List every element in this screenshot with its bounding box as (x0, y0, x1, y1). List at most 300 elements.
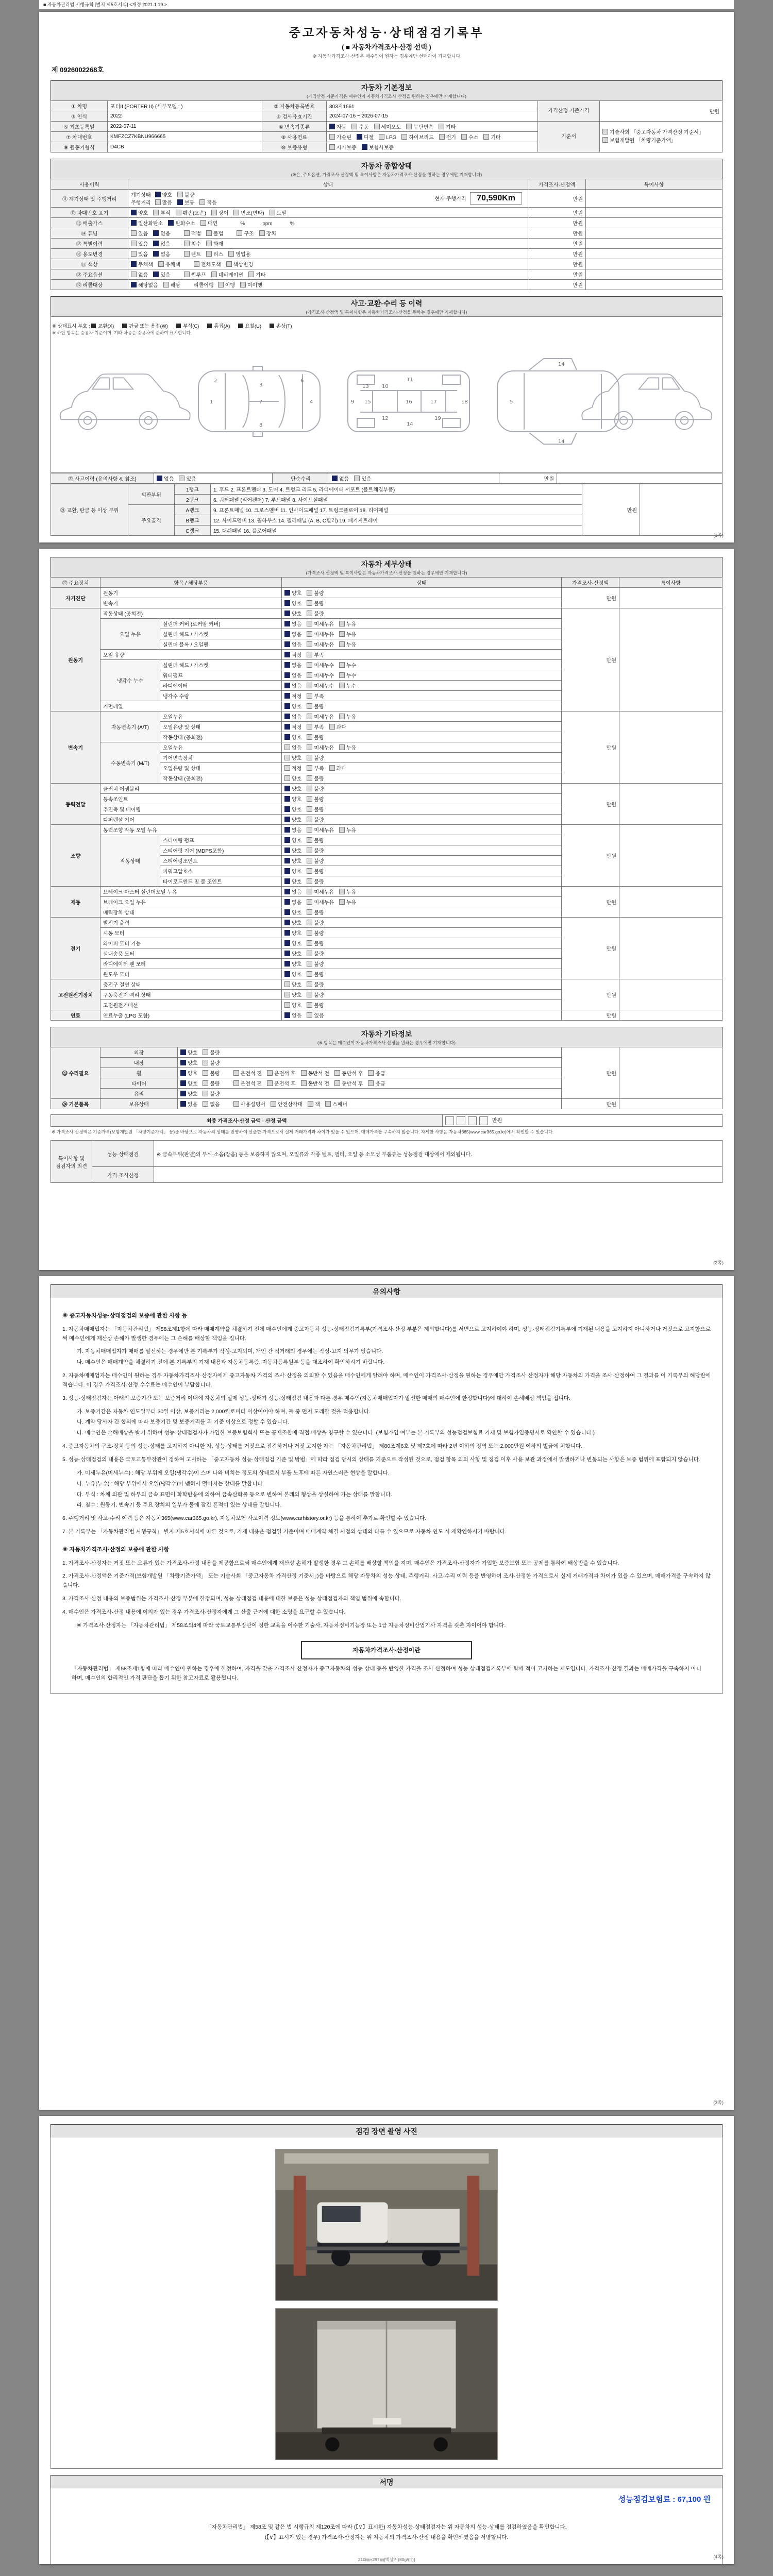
checkbox-unchecked-icon (284, 755, 290, 760)
option-checked: 없음 (284, 890, 301, 895)
option-checked: 없음 (284, 673, 301, 679)
device-item-label: 파워고압호스 (160, 866, 282, 876)
option-unchecked: 부족 (307, 725, 324, 731)
option-checked: 있음 (180, 1102, 197, 1108)
unit-text: ppm (262, 221, 273, 227)
svg-text:13: 13 (362, 384, 369, 389)
option-checked: 없음 (153, 231, 170, 237)
notice-body (51, 1298, 722, 1694)
section-overall-note: (※은, 주요옵션, 가격조사·산정액 및 특이사항은 자동차가격조사·산정을 원하는 경우에만 기재합니다) (291, 172, 482, 177)
option-checked: 양호 (284, 591, 301, 597)
option-unchecked: 불량 (307, 910, 324, 916)
option-unchecked: 매연 (200, 221, 217, 227)
section-detail-header (51, 557, 722, 577)
price-cell: 만원 (528, 208, 586, 218)
checkbox-unchecked-icon (284, 744, 290, 750)
option-checked: 적정 (284, 725, 301, 731)
option-unchecked: 응급 (368, 1081, 385, 1087)
option-unchecked: 적법 (184, 231, 201, 237)
notice-subitem: 나. 계약 당사자 간 합의에 따라 보증기간 및 보증거리를 위 기준 이상으로 정할 수 있습니다. (77, 1419, 289, 1426)
option-unchecked: 미세누유 (307, 632, 334, 638)
final-price-row (51, 1115, 722, 1127)
checkbox-unchecked-icon (325, 1101, 331, 1107)
rank-label: C랭크 (175, 526, 211, 536)
checkbox-unchecked-icon (307, 961, 312, 967)
detail-row (51, 784, 722, 794)
option-checked: 없음 (284, 715, 301, 720)
checkbox-checked-icon (284, 817, 290, 822)
option-unchecked: 변조(변타) (233, 211, 264, 216)
notice-paragraph: 2. 가격조사·산정액은 기준가격(보험개발원 「차량기준가액」 또는 기술사회 「중고자동차 가격산정 기준서」)을 바탕으로 해당 자동차의 성능·상태, 주행거리, 사고·수리 이력 등을 반영하여 조사·산정한 가격으로서 실제 거래가격과 차이가 있을 수 있으며, 매매가격을 구속하지 않습니다. (62, 1573, 711, 1589)
checkbox-unchecked-icon (206, 241, 212, 246)
overall-item-label: ⑭ 튜닝 (51, 228, 128, 239)
overall-header-row (51, 179, 722, 190)
checkbox-checked-icon (284, 714, 290, 719)
etc-row (51, 1047, 722, 1058)
option-unchecked: 동반석 전 (301, 1081, 329, 1087)
svg-text:7: 7 (259, 399, 263, 405)
notice-subitem: 가. 보증기간은 자동차 인도일부터 30일 이상, 보증거리는 2,000킬로미터 이상이어야 하며, 둘 중 먼저 도래한 것을 적용합니다. (77, 1408, 371, 1415)
option-unchecked: 불량 (307, 921, 324, 926)
price-cell: 만원 (528, 259, 586, 269)
checkbox-unchecked-icon (248, 272, 254, 277)
option-unchecked: 응급 (368, 1071, 385, 1077)
device-item-label: 작동상태 (공회전) (160, 732, 282, 742)
opinion-table (51, 1140, 722, 1183)
status-line (131, 281, 267, 289)
device-subgroup-label: 작동상태 (100, 835, 160, 887)
option-unchecked: 불량 (307, 612, 324, 617)
checkbox-unchecked-icon (211, 210, 217, 215)
accident-history-row (51, 473, 722, 484)
option-unchecked: 불량 (307, 776, 324, 782)
price-cell: 만원 (562, 1010, 619, 1021)
price-basis-label: 가격산정 기준가격 (538, 101, 600, 122)
section-overall-header (51, 159, 722, 179)
device-item-label: 라디에이터 (160, 681, 282, 691)
option-unchecked: 도말 (270, 211, 287, 216)
vin-value: KMFZCZ7KBNU966665 (108, 132, 262, 142)
device-item-label: 발전기 출력 (100, 918, 282, 928)
status-lines (131, 219, 295, 227)
option-unchecked: 적정 (284, 766, 301, 772)
device-item-label: 오일유량 및 상태 (160, 722, 282, 732)
option-checked: 보험사보증 (362, 145, 394, 151)
detail-row (51, 979, 722, 990)
checkbox-unchecked-icon (203, 1101, 208, 1107)
device-item-status (282, 773, 562, 784)
option-unchecked: 양호 (284, 1003, 301, 1009)
checkbox-unchecked-icon (334, 1080, 340, 1086)
checkbox-unchecked-icon (374, 124, 380, 129)
option-checked: 양호 (180, 1092, 197, 1097)
option-unchecked: 불량 (203, 1081, 220, 1087)
svg-text:10: 10 (382, 384, 389, 389)
overall-row (51, 218, 722, 228)
option-unchecked: 불량 (307, 931, 324, 937)
checkbox-unchecked-icon (131, 272, 137, 277)
device-item-label: 라디에이터 팬 모터 (100, 959, 282, 969)
checkbox-unchecked-icon (329, 134, 335, 140)
option-checked: 양호 (284, 787, 301, 792)
option-unchecked: 색상변경 (226, 262, 254, 268)
etc-item-label: 외장 (100, 1047, 178, 1058)
section-notice-header (51, 1284, 722, 1298)
etc-item-status (178, 1089, 562, 1099)
state-code-item: 손상(T) (270, 324, 292, 329)
checkbox-unchecked-icon (307, 765, 312, 771)
checkbox-unchecked-icon (158, 261, 164, 267)
option-unchecked: 전체도색 (194, 262, 221, 268)
device-item-status (282, 650, 562, 660)
note-cell (619, 1099, 722, 1109)
option-checked: 양호 (284, 921, 301, 926)
note-cell (619, 918, 722, 979)
engine-type-label: ⑨ 원동기형식 (51, 142, 108, 152)
checkbox-checked-icon (180, 1091, 186, 1096)
checkbox-unchecked-icon (131, 230, 137, 236)
checkbox-unchecked-icon (240, 282, 246, 287)
checkbox-unchecked-icon (339, 631, 345, 637)
option-unchecked: 과다 (329, 766, 346, 772)
checkbox-checked-icon (284, 703, 290, 709)
device-item-label: 연료누출 (LPG 포함) (100, 1010, 282, 1021)
option-unchecked: 누유 (339, 715, 356, 720)
status-line (131, 219, 295, 227)
checkbox-unchecked-icon (307, 899, 312, 905)
checkbox-unchecked-icon (329, 144, 335, 150)
basis-doc-options (600, 122, 722, 152)
device-item-status (282, 897, 562, 907)
checkbox-unchecked-icon (339, 621, 345, 626)
plate-number-label: ② 자동차등록번호 (262, 101, 327, 111)
price-cell: 만원 (562, 784, 619, 825)
option-checked: 없음 (157, 477, 174, 482)
notice-paragraph: 1. 가격조사·산정자는 거짓 또는 오류가 있는 가격조사·산정 내용을 제공함으로써 매수인에게 재산상 손해가 발생한 경우 그 손해를 배상할 책임을 지며, 매수인은 가격조사·산정자가 가입한 보증보험 또는 공제를 통하여 배상받을 수 있습니다. (62, 1560, 619, 1566)
svg-text:5: 5 (510, 399, 513, 405)
note-cell (619, 711, 722, 784)
state-code-legend-note: ※ 하단 항목은 승용차 기준이며, 기타 차종은 승용차에 준하여 표시합니다. (52, 330, 192, 335)
panel-group-label: 외판부위 (128, 484, 175, 505)
device-item-label: 커먼레일 (100, 701, 282, 711)
option-checked: 양호 (284, 879, 301, 885)
checkbox-checked-icon (180, 1101, 186, 1107)
detail-header-row (51, 578, 722, 588)
option-unchecked: 부족 (307, 766, 324, 772)
option-unchecked: 없음 (203, 1102, 220, 1108)
option-checked: 탄화수소 (168, 221, 195, 227)
option-unchecked: 구조 (237, 231, 254, 237)
checkbox-checked-icon (284, 641, 290, 647)
checkbox-unchecked-icon (339, 672, 345, 678)
opinion-row-pricing (51, 1167, 722, 1183)
device-item-status (282, 990, 562, 1000)
checkbox-unchecked-icon (233, 1101, 239, 1107)
device-item-label: 배력장치 상태 (100, 907, 282, 918)
status-content (131, 229, 525, 237)
option-unchecked: 불량 (307, 952, 324, 957)
checkbox-unchecked-icon (203, 1060, 208, 1065)
device-item-label: 타이로드엔드 및 볼 조인트 (160, 876, 282, 887)
device-subgroup-label: 냉각수 누수 (100, 660, 160, 701)
option-unchecked: 불법 (206, 231, 223, 237)
final-price-digit-boxes (445, 1118, 491, 1124)
inspection-photo-rear (275, 2308, 498, 2460)
note-cell (586, 208, 722, 218)
rank-label: 1랭크 (175, 484, 211, 495)
final-price-value-cell (443, 1115, 722, 1127)
checkbox-checked-icon (284, 672, 290, 678)
checkbox-unchecked-icon (307, 683, 312, 688)
page-3 (39, 1276, 734, 2110)
device-item-label: 오일누유 (160, 742, 282, 753)
checkbox-unchecked-icon (602, 137, 608, 143)
overall-item-status (128, 269, 528, 280)
device-subgroup-label: 수동변속기 (M/T) (100, 742, 160, 784)
status-lines (131, 191, 222, 206)
svg-text:1: 1 (210, 399, 213, 405)
status-line (131, 191, 222, 198)
detail-row (51, 711, 722, 722)
option-checked: 없음 (284, 684, 301, 689)
checkbox-checked-icon (284, 611, 290, 616)
checkbox-unchecked-icon (307, 611, 312, 616)
option-unchecked: 불량 (203, 1071, 220, 1077)
option-checked: 없음 (284, 642, 301, 648)
option-unchecked: 부족 (307, 694, 324, 700)
exchange-repair-table (51, 484, 722, 536)
etc-item-label: 내장 (100, 1058, 178, 1068)
page-4 (39, 2116, 734, 2564)
device-subgroup-label: 자동변속기 (A/T) (100, 711, 160, 742)
svg-text:11: 11 (407, 377, 413, 383)
checkbox-checked-icon (157, 476, 162, 481)
device-item-status (282, 639, 562, 650)
status-line (131, 270, 271, 278)
option-unchecked: 적음 (199, 200, 216, 206)
price-cell: 만원 (528, 218, 586, 228)
status-line (131, 240, 228, 247)
paper-spec: 210㎜×297㎜[백상지(80g/㎡)] (358, 2556, 415, 2562)
checkbox-unchecked-icon (602, 129, 608, 134)
checkbox-unchecked-icon (155, 199, 161, 205)
price-cell: 만원 (562, 1047, 619, 1099)
option-checked: 없음 (284, 900, 301, 906)
notice-subitem: 나. 매수인은 매매계약을 체결하기 전에 본 기록부의 기재 내용과 자동차등록증, 자동차등록원부 등을 대조하여 확인하시기 바랍니다. (77, 1359, 385, 1366)
final-price-unit: 만원 (492, 1118, 502, 1124)
etc-row (51, 1099, 722, 1109)
checkbox-unchecked-icon (307, 662, 312, 668)
option-unchecked: 불량 (307, 993, 324, 998)
device-item-status (282, 660, 562, 670)
option-checked: 양호 (284, 910, 301, 916)
basic-row-3 (51, 122, 722, 132)
document-subnote: ※ 자동차가격조사·산정은 매수인이 원하는 경우에만 선택하여 기재합니다 (312, 54, 461, 59)
current-mileage-label: 현재 주행거리 (434, 196, 466, 202)
device-item-status (282, 629, 562, 639)
basis-doc-label: 기준서 (538, 122, 600, 152)
detail-row (51, 918, 722, 928)
option-unchecked: 있음 (307, 1013, 324, 1019)
option-unchecked: 양호 (284, 982, 301, 988)
status-content (131, 281, 525, 289)
price-cell: 만원 (562, 608, 619, 711)
device-item-status (282, 794, 562, 804)
option-checked: 있음 (153, 273, 170, 278)
status-line (131, 229, 281, 237)
document-title: 중고자동차성능·상태점검기록부 (289, 26, 484, 39)
status-lines (131, 209, 292, 216)
option-unchecked: 불량 (307, 818, 324, 823)
checkbox-checked-icon (131, 210, 137, 215)
status-lines (131, 260, 258, 268)
section-etc-title: 자동차 기타정보 (361, 1030, 412, 1038)
checkbox-unchecked-icon (206, 230, 212, 236)
checkbox-checked-icon (180, 1080, 186, 1086)
checkbox-checked-icon (284, 837, 290, 843)
document-subtitle: ( ■ 자동차가격조사·산정 선택 ) (342, 43, 431, 51)
note-cell (619, 979, 722, 1010)
checkbox-unchecked-icon (307, 981, 312, 987)
status-content (131, 219, 525, 227)
document-number: 제 0926002268호 (52, 66, 104, 74)
device-item-status (282, 619, 562, 629)
option-unchecked: 전기 (439, 135, 456, 141)
checkbox-unchecked-icon (226, 261, 232, 267)
device-item-label: 오일 유량 (100, 650, 282, 660)
device-item-status (282, 784, 562, 794)
option-unchecked: 없음 (284, 745, 301, 751)
fuel-label: ⑧ 사용연료 (262, 132, 327, 142)
notice-paragraph: 4. 중고자동차의 구조·장치 등의 성능·상태를 고지하지 아니한 자, 성능·상태를 거짓으로 점검하거나 거짓 고지한 자는 「자동차관리법」 제80조제6호 및 제7호에 따라 2년 이하의 징역 또는 2,000만원 이하의 벌금에 처합니다. (62, 1443, 583, 1450)
status-content (131, 191, 525, 206)
option-checked: 양호 (284, 849, 301, 854)
price-cell: 만원 (562, 825, 619, 887)
detail-row (51, 825, 722, 835)
form-reference-strip (39, 0, 734, 9)
option-checked: 양호 (284, 972, 301, 978)
option-checked: 없음 (284, 663, 301, 669)
state-code-item: 교환(X) (91, 324, 114, 329)
option-unchecked: 훼손(오손) (176, 211, 206, 216)
notice-subitem: 다. 매수인은 손해배상을 받기 위하여 성능·상태점검자가 가입한 보증보험회사 또는 공제조합에 직접 배상을 청구할 수 있습니다. (보험가입 여부는 본 기록부의 성능점검보험료 기재 및 보험가입증명서로 확인할 수 있습니다.) (77, 1430, 595, 1436)
device-item-label: 브레이크 마스터 실린더오일 누유 (100, 887, 282, 897)
checkbox-unchecked-icon (307, 641, 312, 647)
device-item-status (282, 948, 562, 959)
note-cell (586, 269, 722, 280)
section-accident-title: 사고·교환·수리 등 이력 (350, 299, 423, 308)
etc-item-label: 타이어 (100, 1078, 178, 1089)
state-code-swatch (238, 324, 243, 328)
checkbox-unchecked-icon (211, 272, 217, 277)
svg-text:14: 14 (558, 439, 565, 445)
model-year-label: ③ 연식 (51, 111, 108, 122)
option-unchecked: 스패너 (325, 1102, 347, 1108)
status-lines (131, 250, 256, 258)
checkbox-unchecked-icon (483, 134, 489, 140)
checkbox-unchecked-icon (307, 858, 312, 863)
checkbox-checked-icon (177, 199, 183, 205)
state-code-item: 흠집(A) (207, 324, 230, 329)
vehicle-name-value: 포터II (PORTER II) (세부모델 : ) (108, 101, 262, 111)
section-basic-info-note: (가격산정 기준가격은 매수인이 자동차가격조사·산정을 원하는 경우에만 기재합니다) (306, 94, 467, 99)
page-marker-3: (3쪽) (713, 2100, 724, 2105)
state-code-swatch (207, 324, 212, 328)
sign-confirm-line-2: (【∨】표시가 있는 경우) 가격조사·산정자는 위 자동차의 가격조사·산정 내용을 확인하였음을 서명합니다. (264, 2534, 509, 2540)
device-item-status (282, 918, 562, 928)
price-cell: 만원 (562, 887, 619, 918)
etc-group-label: ㉔ 기본품목 (51, 1099, 100, 1109)
checkbox-unchecked-icon (307, 909, 312, 915)
device-item-status (282, 979, 562, 990)
device-item-status (282, 907, 562, 918)
simple-repair-options (329, 473, 499, 484)
checkbox-unchecked-icon (339, 744, 345, 750)
device-item-status (282, 588, 562, 598)
inline-label: 리콜이행 (193, 283, 214, 289)
state-code-item: 판금 또는 용접(W) (122, 324, 168, 329)
option-unchecked: 양호 (284, 993, 301, 998)
checkbox-unchecked-icon (307, 724, 312, 730)
option-unchecked: 불량 (307, 869, 324, 875)
option-checked: 양호 (284, 869, 301, 875)
checkbox-checked-icon (131, 261, 137, 267)
checkbox-checked-icon (284, 827, 290, 833)
checkbox-unchecked-icon (439, 124, 444, 129)
device-item-label: 브레이크 오일 누유 (100, 897, 282, 907)
device-item-status (282, 856, 562, 866)
device-item-status (282, 804, 562, 815)
detail-col-price: 가격조사·산정액 (562, 578, 619, 588)
page-marker-2: (2쪽) (713, 1260, 724, 1265)
unit-text: % (240, 221, 245, 227)
checkbox-checked-icon (284, 848, 290, 853)
checkbox-unchecked-icon (329, 765, 335, 771)
overall-row (51, 190, 722, 208)
device-group-label: 제동 (51, 887, 100, 918)
checkbox-unchecked-icon (339, 889, 345, 894)
checkbox-unchecked-icon (307, 796, 312, 802)
overall-item-label: ⑪ 계기상태 및 주행거리 (51, 190, 128, 208)
checkbox-checked-icon (357, 134, 362, 140)
device-item-label: 동력조향 작동 오일 누유 (100, 825, 282, 835)
device-item-label: 클러치 어셈블리 (100, 784, 282, 794)
overall-item-status (128, 280, 528, 290)
notice-subitem: 나. 누유(누수) : 해당 부위에서 오일(냉각수)이 맺혀서 떨어지는 상태를 말합니다. (77, 1480, 264, 1487)
accident-history-table (51, 473, 722, 484)
checkbox-unchecked-icon (307, 714, 312, 719)
transmission-label: ⑥ 변속기종류 (262, 122, 327, 132)
option-unchecked: 운전석 전 (233, 1071, 262, 1077)
checkbox-checked-icon (284, 600, 290, 606)
plate-number-value: 803저1661 (327, 101, 538, 111)
etc-item-status (178, 1068, 562, 1078)
option-checked: 양호 (284, 962, 301, 968)
checkbox-unchecked-icon (307, 806, 312, 812)
checkbox-unchecked-icon (307, 693, 312, 699)
notice-paragraph: 6. 주행거리 및 사고·수리 이력 등은 자동차365(www.car365.go.kr), 자동차보험 사고이력 정보(www.carhistory.or.kr) 등을 통하여 추가로 확인할 수 있습니다. (62, 1515, 427, 1522)
option-unchecked: 렌트 (184, 252, 201, 258)
option-unchecked: 부족 (307, 653, 324, 658)
device-item-label: 실린더 블록 / 오일팬 (160, 639, 282, 650)
checkbox-unchecked-icon (194, 261, 199, 267)
svg-text:14: 14 (558, 362, 565, 367)
svg-text:14: 14 (407, 421, 413, 427)
option-unchecked: 해당 (163, 283, 180, 289)
photos-area (51, 2138, 722, 2469)
device-item-label: 작동상태 (공회전) (160, 773, 282, 784)
section-basic-info-title: 자동차 기본정보 (361, 83, 412, 92)
